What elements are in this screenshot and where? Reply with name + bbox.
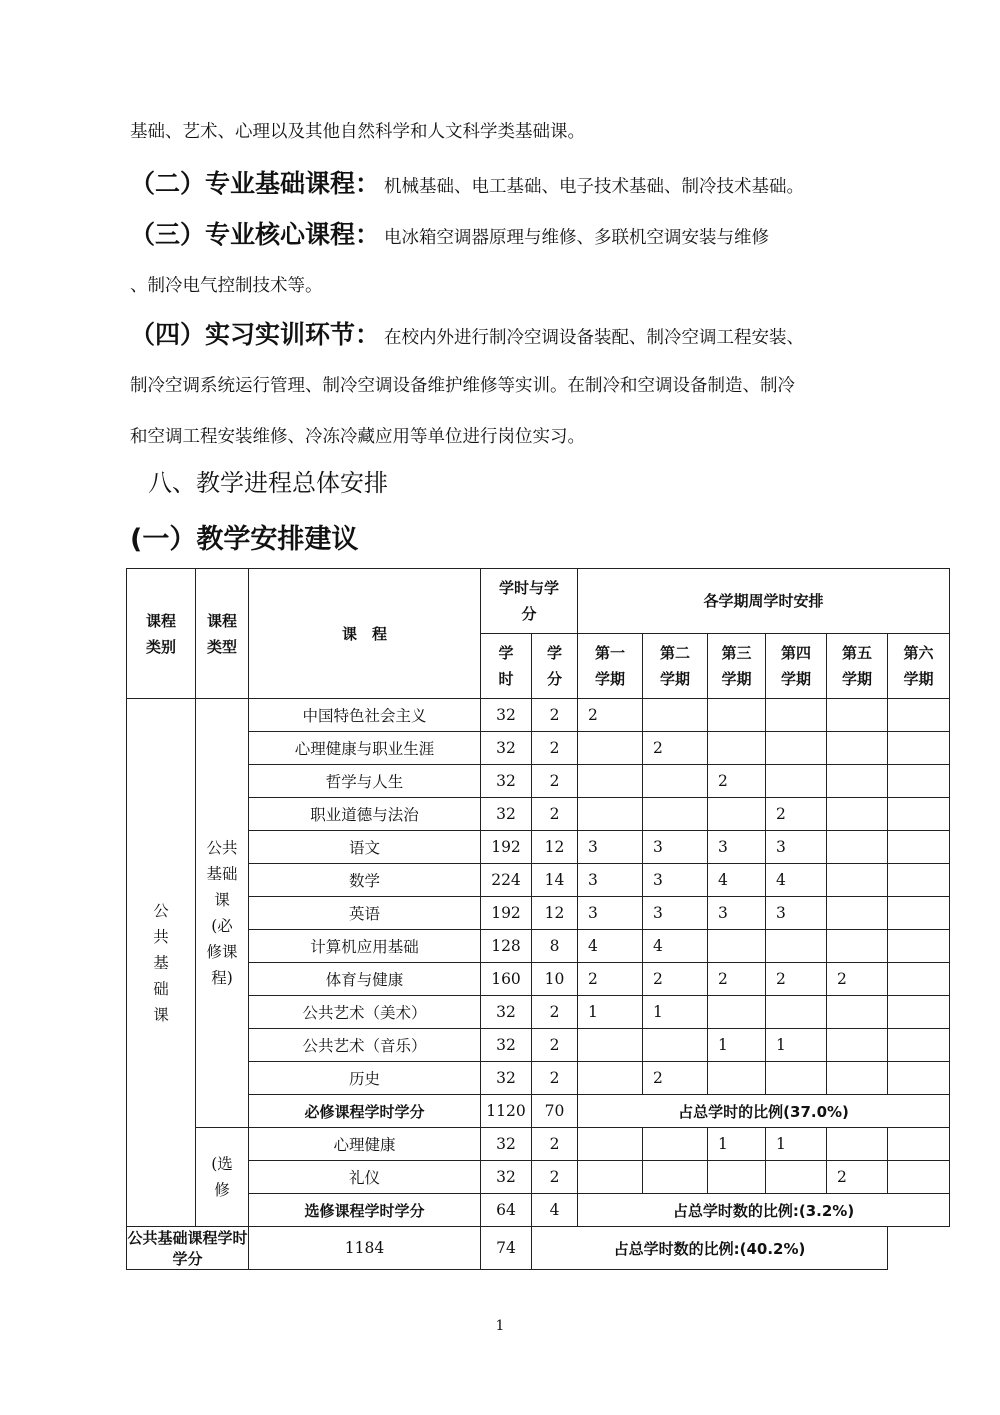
term-3-cell: 1 (708, 1128, 766, 1161)
hours-cell: 32 (481, 1062, 532, 1095)
term-3-cell: 2 (708, 963, 766, 996)
header-term-6: 第六学期 (888, 634, 950, 699)
credits-cell: 2 (532, 765, 578, 798)
term-5-cell (827, 732, 888, 765)
term-3-cell (708, 732, 766, 765)
term-4-cell: 3 (766, 897, 827, 930)
type-elective-cell (196, 1128, 249, 1227)
term-1-cell (578, 1029, 643, 1062)
term-2-cell (643, 1161, 708, 1194)
term-6-cell (888, 1062, 950, 1095)
hours-cell: 32 (481, 1161, 532, 1194)
heading-chapter-8: 八、教学进程总体安排 (148, 469, 388, 497)
type-required-label: 公共基础课(必修课程) (206, 839, 238, 987)
term-6-cell (888, 963, 950, 996)
term-1-cell (578, 732, 643, 765)
term-3-cell (708, 798, 766, 831)
subtotal-ratio: 占总学时数的比例:(3.2%) (578, 1194, 950, 1227)
credits-cell: 2 (532, 1029, 578, 1062)
header-type: 课程类型 (196, 569, 249, 699)
term-5-cell (827, 897, 888, 930)
subtotal-credits: 74 (481, 1227, 532, 1270)
type-required-cell (196, 699, 249, 1128)
course-name-cell: 礼仪 (249, 1161, 481, 1194)
term-2-cell: 4 (643, 930, 708, 963)
term-6-cell (888, 1128, 950, 1161)
section-internship (130, 315, 804, 351)
subtotal-row (127, 1095, 950, 1128)
subtotal-row (127, 1194, 950, 1227)
course-name-cell: 心理健康 (249, 1128, 481, 1161)
table-row (127, 996, 950, 1029)
term-1-cell: 1 (578, 996, 643, 1029)
term-4-cell: 3 (766, 831, 827, 864)
term-4-cell: 2 (766, 963, 827, 996)
section-title: （四）实习实训环节： (130, 320, 381, 349)
course-name-cell: 公共艺术（音乐） (249, 1029, 481, 1062)
section-text: 在校内外进行制冷空调设备装配、制冷空调工程安装、 (384, 328, 805, 348)
table-row (127, 1062, 950, 1095)
term-1-cell (578, 765, 643, 798)
credits-cell: 2 (532, 1062, 578, 1095)
header-course: 课 程 (249, 569, 481, 699)
subtotal-hours: 64 (481, 1194, 532, 1227)
term-5-cell (827, 831, 888, 864)
course-name-cell: 心理健康与职业生涯 (249, 732, 481, 765)
subtotal-label: 选修课程学时学分 (249, 1194, 481, 1227)
hours-cell: 160 (481, 963, 532, 996)
hours-cell: 32 (481, 996, 532, 1029)
section-professional-core (130, 215, 769, 251)
term-3-cell (708, 1062, 766, 1095)
table-row (127, 831, 950, 864)
subtotal-hours: 1120 (481, 1095, 532, 1128)
term-6-cell (888, 1029, 950, 1062)
term-6-cell (888, 1161, 950, 1194)
subtotal-row (127, 1227, 950, 1270)
term-5-cell (827, 1128, 888, 1161)
term-1-cell (578, 1161, 643, 1194)
term-5-cell (827, 864, 888, 897)
paragraph-internship-cont1: 制冷空调系统运行管理、制冷空调设备维护维修等实训。在制冷和空调设备制造、制冷 (130, 376, 795, 396)
term-5-cell (827, 996, 888, 1029)
hours-cell: 192 (481, 897, 532, 930)
term-4-cell: 2 (766, 798, 827, 831)
hours-cell: 32 (481, 732, 532, 765)
term-5-cell (827, 930, 888, 963)
term-3-cell: 3 (708, 831, 766, 864)
term-6-cell (888, 831, 950, 864)
header-hours-credits: 学时与学分 (481, 569, 578, 634)
credits-cell: 14 (532, 864, 578, 897)
term-3-cell (708, 1161, 766, 1194)
credits-cell: 8 (532, 930, 578, 963)
term-2-cell (643, 765, 708, 798)
section-title: （二）专业基础课程： (130, 169, 381, 198)
course-name-cell: 公共艺术（美术） (249, 996, 481, 1029)
section-text: 机械基础、电工基础、电子技术基础、制冷技术基础。 (384, 177, 805, 197)
term-2-cell: 3 (643, 897, 708, 930)
course-name-cell: 哲学与人生 (249, 765, 481, 798)
course-name-cell: 计算机应用基础 (249, 930, 481, 963)
term-2-cell: 3 (643, 831, 708, 864)
term-2-cell: 2 (643, 963, 708, 996)
term-6-cell (888, 996, 950, 1029)
term-1-cell: 2 (578, 963, 643, 996)
subtotal-ratio: 占总学时数的比例:(40.2%) (532, 1227, 888, 1270)
hours-cell: 128 (481, 930, 532, 963)
credits-cell: 2 (532, 1161, 578, 1194)
term-5-cell: 2 (827, 1161, 888, 1194)
credits-cell: 2 (532, 699, 578, 732)
credits-cell: 10 (532, 963, 578, 996)
table-row (127, 963, 950, 996)
term-6-cell (888, 732, 950, 765)
term-3-cell: 1 (708, 1029, 766, 1062)
course-name-cell: 英语 (249, 897, 481, 930)
term-2-cell: 2 (643, 732, 708, 765)
paragraph-intro: 基础、艺术、心理以及其他自然科学和人文科学类基础课。 (130, 122, 585, 142)
subtotal-credits: 4 (532, 1194, 578, 1227)
section-text: 电冰箱空调器原理与维修、多联机空调安装与维修 (384, 228, 770, 248)
term-4-cell (766, 732, 827, 765)
term-1-cell (578, 798, 643, 831)
course-name-cell: 中国特色社会主义 (249, 699, 481, 732)
subtotal-credits: 70 (532, 1095, 578, 1128)
term-6-cell (888, 699, 950, 732)
term-4-cell (766, 1161, 827, 1194)
term-1-cell: 2 (578, 699, 643, 732)
hours-cell: 32 (481, 699, 532, 732)
paragraph-core-cont: 、制冷电气控制技术等。 (130, 276, 323, 296)
hours-cell: 224 (481, 864, 532, 897)
hours-cell: 32 (481, 1029, 532, 1062)
term-4-cell (766, 996, 827, 1029)
term-2-cell (643, 1128, 708, 1161)
header-term-1: 第一学期 (578, 634, 643, 699)
credits-cell: 2 (532, 732, 578, 765)
table-row (127, 897, 950, 930)
category-label: 公共基础课 (153, 901, 169, 1024)
subtotal-hours: 1184 (249, 1227, 481, 1270)
term-4-cell: 1 (766, 1029, 827, 1062)
header-term-3: 第三学期 (708, 634, 766, 699)
term-5-cell: 2 (827, 963, 888, 996)
header-term-2: 第二学期 (643, 634, 708, 699)
credits-cell: 12 (532, 831, 578, 864)
term-1-cell (578, 1128, 643, 1161)
course-name-cell: 职业道德与法治 (249, 798, 481, 831)
term-6-cell (888, 897, 950, 930)
table-row (127, 1161, 950, 1194)
term-5-cell (827, 798, 888, 831)
header-term-5: 第五学期 (827, 634, 888, 699)
term-4-cell (766, 765, 827, 798)
subtotal-label: 公共基础课程学时学分 (127, 1227, 249, 1270)
heading-teaching-arrangement: (一）教学安排建议 (130, 524, 359, 555)
term-5-cell (827, 1029, 888, 1062)
term-3-cell: 3 (708, 897, 766, 930)
page-number: 1 (495, 1318, 505, 1334)
table-row (127, 765, 950, 798)
table-row (127, 1128, 950, 1161)
term-3-cell (708, 996, 766, 1029)
term-6-cell (888, 864, 950, 897)
hours-cell: 192 (481, 831, 532, 864)
term-2-cell (643, 699, 708, 732)
hours-cell: 32 (481, 798, 532, 831)
term-1-cell: 3 (578, 897, 643, 930)
header-category: 课程类别 (127, 569, 196, 699)
term-4-cell: 4 (766, 864, 827, 897)
table-row (127, 798, 950, 831)
term-1-cell: 3 (578, 864, 643, 897)
credits-cell: 2 (532, 1128, 578, 1161)
term-1-cell: 4 (578, 930, 643, 963)
term-6-cell (888, 765, 950, 798)
term-3-cell (708, 699, 766, 732)
header-hours: 学时 (481, 634, 532, 699)
header-term-4: 第四学期 (766, 634, 827, 699)
term-3-cell (708, 930, 766, 963)
term-5-cell (827, 699, 888, 732)
credits-cell: 12 (532, 897, 578, 930)
term-1-cell: 3 (578, 831, 643, 864)
term-6-cell (888, 930, 950, 963)
term-5-cell (827, 765, 888, 798)
term-3-cell: 4 (708, 864, 766, 897)
section-professional-basic (130, 164, 804, 200)
credits-cell: 2 (532, 798, 578, 831)
term-2-cell: 2 (643, 1062, 708, 1095)
term-5-cell (827, 1062, 888, 1095)
hours-cell: 32 (481, 765, 532, 798)
subtotal-label: 必修课程学时学分 (249, 1095, 481, 1128)
term-1-cell (578, 1062, 643, 1095)
course-name-cell: 语文 (249, 831, 481, 864)
table-row (127, 1029, 950, 1062)
term-4-cell (766, 930, 827, 963)
course-name-cell: 体育与健康 (249, 963, 481, 996)
subtotal-ratio: 占总学时的比例(37.0%) (578, 1095, 950, 1128)
term-2-cell (643, 1029, 708, 1062)
term-3-cell: 2 (708, 765, 766, 798)
term-2-cell: 3 (643, 864, 708, 897)
hours-cell: 32 (481, 1128, 532, 1161)
paragraph-internship-cont2: 和空调工程安装维修、冷冻冷藏应用等单位进行岗位实习。 (130, 427, 585, 447)
teaching-schedule-table (126, 568, 950, 1270)
term-6-cell (888, 798, 950, 831)
term-4-cell (766, 1062, 827, 1095)
section-title: （三）专业核心课程： (130, 220, 381, 249)
header-credits: 学分 (532, 634, 578, 699)
credits-cell: 2 (532, 996, 578, 1029)
term-2-cell: 1 (643, 996, 708, 1029)
type-elective-label: (选修 (211, 1155, 233, 1199)
table-row (127, 930, 950, 963)
term-4-cell: 1 (766, 1128, 827, 1161)
header-term-schedule: 各学期周学时安排 (578, 569, 950, 634)
course-name-cell: 历史 (249, 1062, 481, 1095)
category-cell (127, 699, 196, 1227)
table-row (127, 732, 950, 765)
table-body (127, 699, 950, 1270)
course-name-cell: 数学 (249, 864, 481, 897)
term-4-cell (766, 699, 827, 732)
table-row (127, 864, 950, 897)
table-row (127, 699, 950, 732)
term-2-cell (643, 798, 708, 831)
